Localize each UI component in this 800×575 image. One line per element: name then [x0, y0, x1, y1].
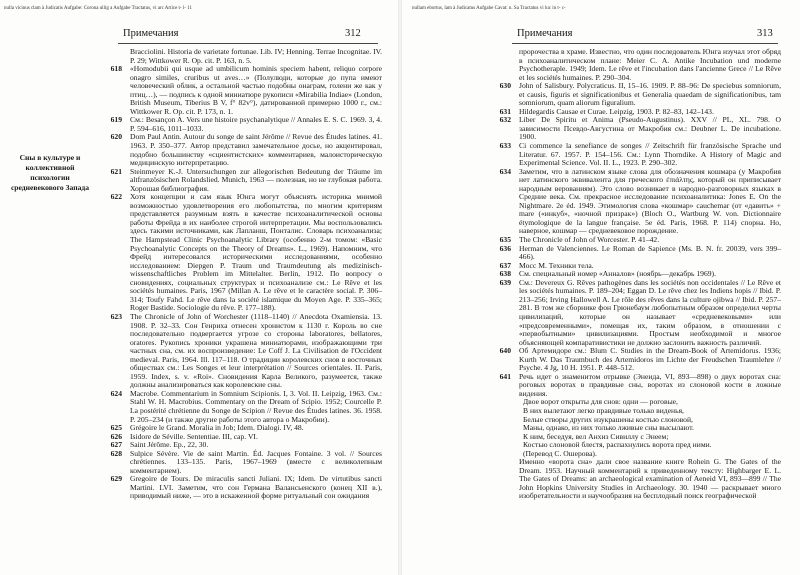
note-entry: [100, 116, 382, 133]
note-number: 618: [110, 64, 122, 74]
note-number: 623: [110, 311, 122, 321]
note-entry: [100, 313, 382, 390]
note-number: 624: [110, 388, 122, 398]
notes-list: [100, 48, 382, 501]
note-number: 627: [110, 440, 122, 450]
side-heading: Сны в культуре и коллективной психологии средневекового Запада: [10, 153, 90, 192]
note-text: Sulpice Sévère. Vie de saint Martin. Éd. Jacques Fontaine. 3 vol. // Sources chrétiennes. 133–135. Paris, 1967–1969 (вместе с великолепным комментарием).: [130, 448, 382, 475]
notes-list: [489, 48, 781, 501]
note-number: 620: [110, 132, 122, 142]
poem-line: (Перевод С. Ошерова).: [523, 448, 597, 458]
note-text: Grégoire le Grand. Moralia in Job; Idem. Dialogi. IV, 48.: [130, 423, 304, 433]
header-rule: [512, 43, 778, 44]
note-text: Liber De Spiritu et Anima (Pseudo-Augustinus). XXV // PL, XL. 798. О зависимости Псевдо-Августина от Макробия см.: Deubner L. De incubatione. 1900.: [519, 115, 781, 142]
note-text: Isidore de Séville. Sententiae. III, cap. VI.: [130, 431, 258, 441]
note-entry: [489, 48, 781, 82]
header-rule: [118, 43, 378, 44]
note-text: Hildegardis Causae et Curae. Leipzig, 1903. P. 82–83, 142–143.: [519, 106, 714, 116]
note-text: Об Артемидоре см.: Blum C. Studies in the Dream-Book of Artemidorus. 1936; Kurth W. Das Traumbuch des Artemidoros im Lichte der Freudschen Traumlehre // Psyche. 4 Jg, 10 H. 1951. P. 448–512.: [519, 346, 781, 373]
page-number: 312: [345, 28, 361, 39]
left-page: [0, 0, 398, 575]
note-number: 628: [110, 448, 122, 458]
note-entry: [100, 475, 382, 501]
running-title: Примечания: [123, 28, 179, 39]
note-entry: [489, 347, 781, 373]
right-page: [402, 0, 800, 575]
note-text: Dom Paul Antin. Autour du songe de saint Jérôme // Revue des Études latines. 41. 1963. P. 350–377. Автор представил замечательное досье, но акцентировал, подобно большинству «сциентистских» комментариев, малоисторическую медицинскую интерпретацию.: [130, 132, 382, 168]
note-entry: [100, 168, 382, 194]
note-entry: [489, 82, 781, 108]
note-number: 622: [110, 192, 122, 202]
note-text: Хотя концепции и сам язык Юнга могут объяснять историка мнимой возможностью удовлетворения его любопытства, по многим критериям представляется разумным взять в качестве психоаналитической основы работы Фрейда в их наиболее строгой интерпретации. Мы воспользовались здесь такими источниками, как Лапланш, Понталис. Словарь психоанализа; The Hampstead Clinic Psychoanalytic Library (особенно 2-м томом: «Basic Psychoanalytic Concepts on the Theory of Dreams». L., 1969). Напомним, что Фрейд интересовался историческими исследованиями, особенно исследованием: Diepgen P. Traum und Traumdeutung als medizinisch-wissenschaftliches Problem im Mittelalter. Berlin, 1912. По вопросу о сновидениях, социальных структурах и психоанализе см.: Le Rêve et les sociétés humaines. Paris, 1967 (Millan A. Le rêve et le caractère social. P. 306–314; Toufy Fahd. Le rêve dans la société islamique du Moyen Age. P. 335–365; Roger Bastide. Sociologie du rêve. P. 177–188).: [130, 192, 382, 313]
note-number: 640: [499, 346, 511, 356]
note-number: 629: [110, 474, 122, 484]
note-entry: [100, 193, 382, 313]
note-number: 619: [110, 115, 122, 125]
note-text: Заметим, что в латинском языке слова для обозначения кошмара (у Макробия нет латинского эквивалента для греческого ἐπιάλτης, который он приписывает народным верованиям). Это слово возникает в народно-разговорных языках в Средние века. См. прекрасное исследование психоаналитика: Jones E. On the Nightmare. 2e éd. 1949. Этимология слова «кошмар» cauchemar (от «давить» + mare («инкуб», «ночной призрак») (Bloch O., Wartburg W. von. Dictionnaire étymologique de la langue française. 5e éd. Paris, 1968. P. 114) спорна. Но, наверное, кошмар — средневековое порождение.: [519, 166, 781, 236]
page-number: 313: [757, 28, 773, 39]
note-entry: [489, 168, 781, 236]
note-text: The Chronicle of John of Worcester. P. 41–42.: [519, 235, 660, 245]
poem-line: Двое ворот открыты для снов: одни — роговые,: [523, 397, 678, 407]
note-text: Именно «ворота сна» дали свое название книге Rohein G. The Gates of the Dream. 1953. Научный комментарий к приведенному тексту: Highbarger E. L. The Gates of Dreams: an archaeological examination of Aeneid VI, 893—899 // The John Hopkins University Studies in Archaeology. 30. 1940 — раскрывает много изобретательности и научообразия на бесплодный поиск географической: [519, 457, 781, 501]
poem-quotation: [489, 398, 781, 458]
note-text: См. специальный номер «Анналов» (ноябрь—декабрь 1969).: [519, 269, 716, 279]
note-number: 639: [499, 277, 511, 287]
note-entry: [489, 373, 781, 399]
note-text: Steinmeyer K.-J. Untersuchungen zur allegorischen Bedeutung der Träume im altfranzösischen Rolandslied. Munich, 1963 — полезная, но не глубокая работа. Хорошая библиография.: [130, 166, 382, 193]
poem-line: В них вылетают легко правдивые только виденья,: [523, 405, 684, 415]
note-number: 635: [499, 235, 511, 245]
note-number: 641: [499, 371, 511, 381]
note-entry: [100, 390, 382, 424]
running-title: Примечания: [517, 28, 573, 39]
note-entry: [100, 450, 382, 476]
note-number: 625: [110, 423, 122, 433]
note-text: «Homodubii qui usque ad umbilicum hominis speciem habent, reliquo corpore onagro similes, cruribus ut aves…» (Полулюди, которые до пупа имеют человеческий облик, а остальной частью подобны онаграм, голени же как у птиц…), — подпись к одной миниатюре рукописи «Mirabilia Indiae» (London, British Museum, Tiberius B V, f° 82v°), датированной примерно 1000 г., см.: Wittkower R. Op. cit. P. 173, n. 1.: [130, 64, 382, 116]
poem-line: Костью слоновой блестя, распахнулись ворота пред ними.: [523, 440, 712, 450]
note-text: См.: Devereux G. Rêves pathogènes dans les sociétés non occidentales // Le Rêve et les sociétés humaines. P. 189–204; Eggan D. Le rêve chez les Indiens hopis // Ibid. P. 213–256; Irving Hallowell A. Le rôle des rêves dans la culture ojibwa // Ibid. P. 257–281. В том же сборнике фон Грюнебаум любопытным образом определил черты цивилизаций, которые он называет «средневековыми» или «предсовременными», помещая их, таким образом, в отношении с «первобытными» цивилизациями. Простым необходимой и многое объясняющей компаративистики не должно заслонить важность различий.: [519, 277, 781, 347]
note-entry: [100, 65, 382, 116]
poem-line: Белые створы других изукрашены костью слоновой,: [523, 414, 693, 424]
note-entry: [489, 142, 781, 168]
note-number: 632: [499, 115, 511, 125]
note-number: 630: [499, 81, 511, 91]
note-text: The Chronicle of John of Worchester (1118–1140) // Anecdota Oxamiensia. 13. 1908. P. 32–33. Сон Генриха отнесен хронистом к 1130 г. Король во сне последовательно подвергается угрозе со стороны laboratores, bellatores, oratores. Рукопись хроники украшена миниатюрами, изображающими три частных сна, см. их воспроизведение: Le Coff J. La Civilisation de l'Occident medieval. Paris, 1964. Ill. 117–118. О традиции королевских снов в восточных обществах см.: Les Songes et leur interprétation // Sources orientales. II. Paris, 1959. Index, s. v. «Roi». Сновидения Карла Великого, разумеется, также должны анализироваться как королевские сны.: [130, 311, 382, 390]
note-entry: [100, 48, 382, 65]
note-number: 626: [110, 431, 122, 441]
handwritten-annotation: nullam ebortus, lam à Judicatus Aufgabe Cavat: n. Sa Tractatus vi luc in t- c-: [412, 6, 566, 11]
note-number: 633: [499, 141, 511, 151]
note-text: Bracciolini. Historia de varietate fortunae. Lib. IV; Henning. Terrae Incognitae. IV. P. 29; Wittkower R. Op. cit. P. 163, n. 5.: [130, 47, 382, 65]
handwritten-annotation: nulla vicinus clam à Judicatis Aufgabe: Corona ullig a Aufgabe Tractatus, vi arc Artice t- l- 11: [4, 6, 192, 11]
note-text: Мосс М. Техники тела.: [519, 260, 594, 270]
note-text: Herman de Valenciennes. Le Roman de Sapience (Ms. B. N. fr. 20039, vers 399–466).: [519, 243, 781, 262]
note-entry: [100, 133, 382, 167]
note-number: 621: [110, 166, 122, 176]
note-text: пророчества в храме. Известно, что один последователь Юнга изучал этот обряд в психоаналитическом плане: Meier C. A. Antike Incubation und moderne Psychotheraple. 1949; Idem. Le rêve et l'incubation dans l'ancienne Grece // Le Rêve et les sociétés humaines. P. 290–304.: [519, 47, 781, 82]
note-entry: [489, 245, 781, 262]
note-number: 638: [499, 269, 511, 279]
note-number: 631: [499, 106, 511, 116]
note-text: Macrobe. Commentarium in Somnium Scipionis. I, 3. Vol. II. Leipzig, 1963. См.: Stahl W. H. Macrobius. Commentary on the Dream of Scipio. 1952; Courcelle P. La postérité chrétienne du Songe de Scipion // Revue des Études latines. 36. 1958. P. 205–234 (и также другие работы этого автора о Макробии).: [130, 388, 382, 424]
note-number: 637: [499, 260, 511, 270]
poem-line: Маны, однако, из них только лживые сны высылают.: [523, 423, 694, 433]
note-text: Gregoire de Tours. De miraculis sancti Juliani. IX; Idem. De virtutibus sancti Martini. LVI. Заметим, что сон Германа Валансьенского (конец XII в.), приводимый ниже, — это в искаженной форме ритуальный сон ожидания: [130, 474, 382, 501]
note-entry: [489, 279, 781, 347]
note-text: См.: Besançon A. Vers une histoire psychanalytique // Annales E. S. C. 1969. 3, 4. P. 594–616, 1011–1033.: [130, 115, 382, 133]
note-text: Ci commence la senefiance de songes // Zeitschrift für französische Sprache und Literatur. 67. 1957. P. 154–156. См.: Lynn Thorndike. A History of Magic and Experimental Science. Vol. II. L., 1923. P. 290–302.: [519, 141, 781, 168]
note-number: 634: [499, 166, 511, 176]
note-text: Речь идет о знаменитом отрывке (Энеида, VI, 893—898) о двух воротах сна: роговых воротах в правдивые сны, воротах из слоновой кости в ложные видения.: [519, 371, 781, 398]
poem-line: К ним, беседуя, вел Анхиз Сивиллу с Энеем;: [523, 431, 669, 441]
note-entry: [489, 458, 781, 501]
note-text: Saint Jérôme. Ep., 22, 30.: [130, 440, 209, 450]
note-entry: [489, 116, 781, 142]
note-text: John of Salisbury. Polycraticus. II, 15–16. 1909. P. 88–96: De speciebus somniorum, et causis, figuris et significationibus et Generalia quaedam de significationibus, tam somniorum, quam aliorum figuralium.: [519, 81, 781, 108]
note-number: 636: [499, 243, 511, 253]
